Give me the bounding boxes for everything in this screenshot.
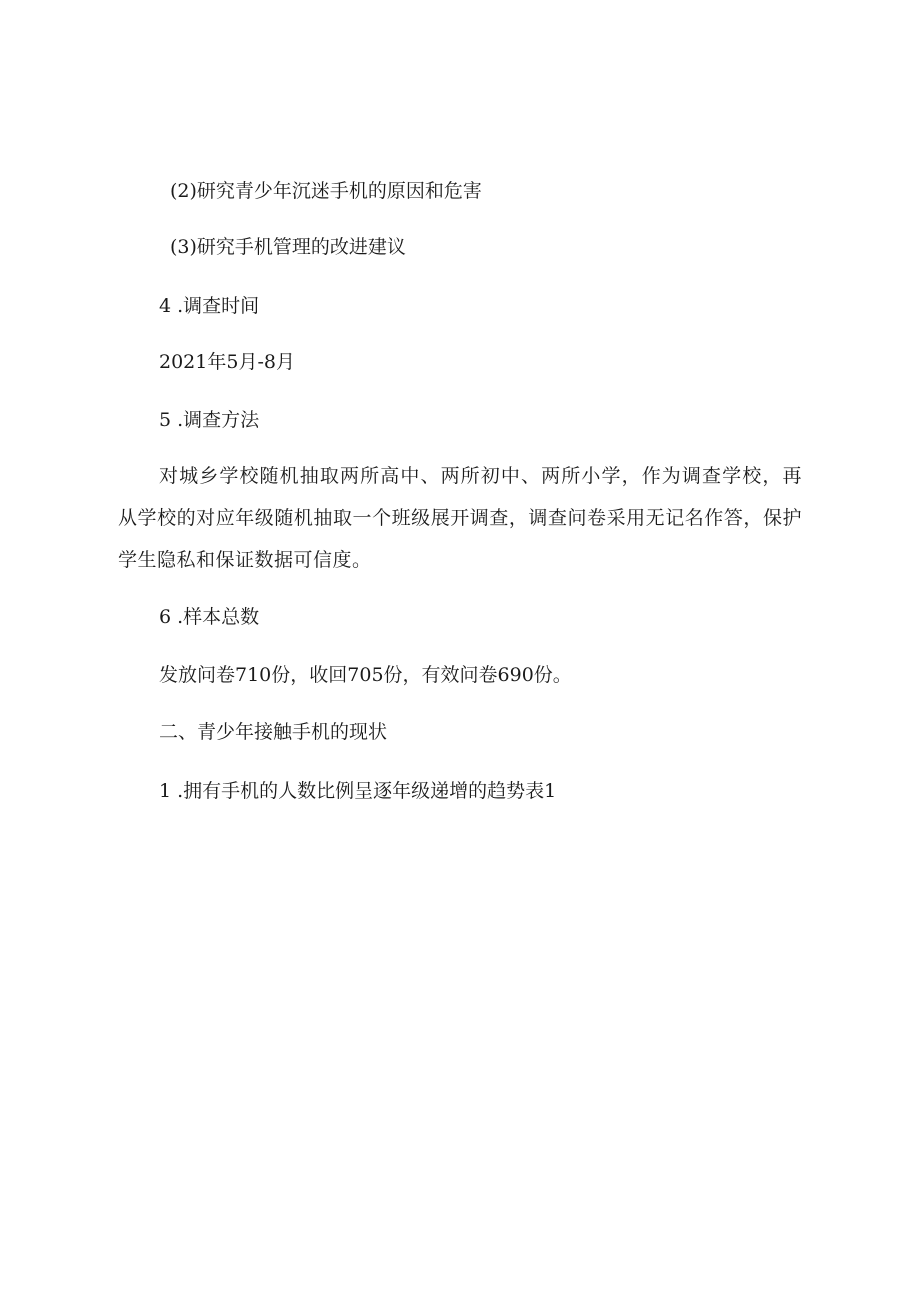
section-heading-sample-total: 6 .样本总数 [159,606,260,628]
survey-time-value: 2021年5月-8月 [159,351,295,373]
subsection-heading-phone-ownership: 1 .拥有手机的人数比例呈逐年级递增的趋势表1 [159,780,557,802]
sample-total-value: 发放问卷710份，收回705份，有效问卷690份。 [159,664,572,686]
research-item-2: (2)研究青少年沉迷手机的原因和危害 [170,180,482,202]
research-item-3: (3)研究手机管理的改进建议 [170,236,406,258]
survey-method-paragraph: 对城乡学校随机抽取两所高中、两所初中、两所小学，作为调查学校，再从学校的对应年级随机抽取一个班级展开调查，调查问卷采用无记名作答，保护学生隐私和保证数据可信度。 [118,465,802,571]
section-heading-survey-time: 4 .调查时间 [159,295,260,317]
chapter-heading-phone-status: 二、青少年接触手机的现状 [159,721,388,743]
section-heading-survey-method: 5 .调查方法 [159,409,260,431]
